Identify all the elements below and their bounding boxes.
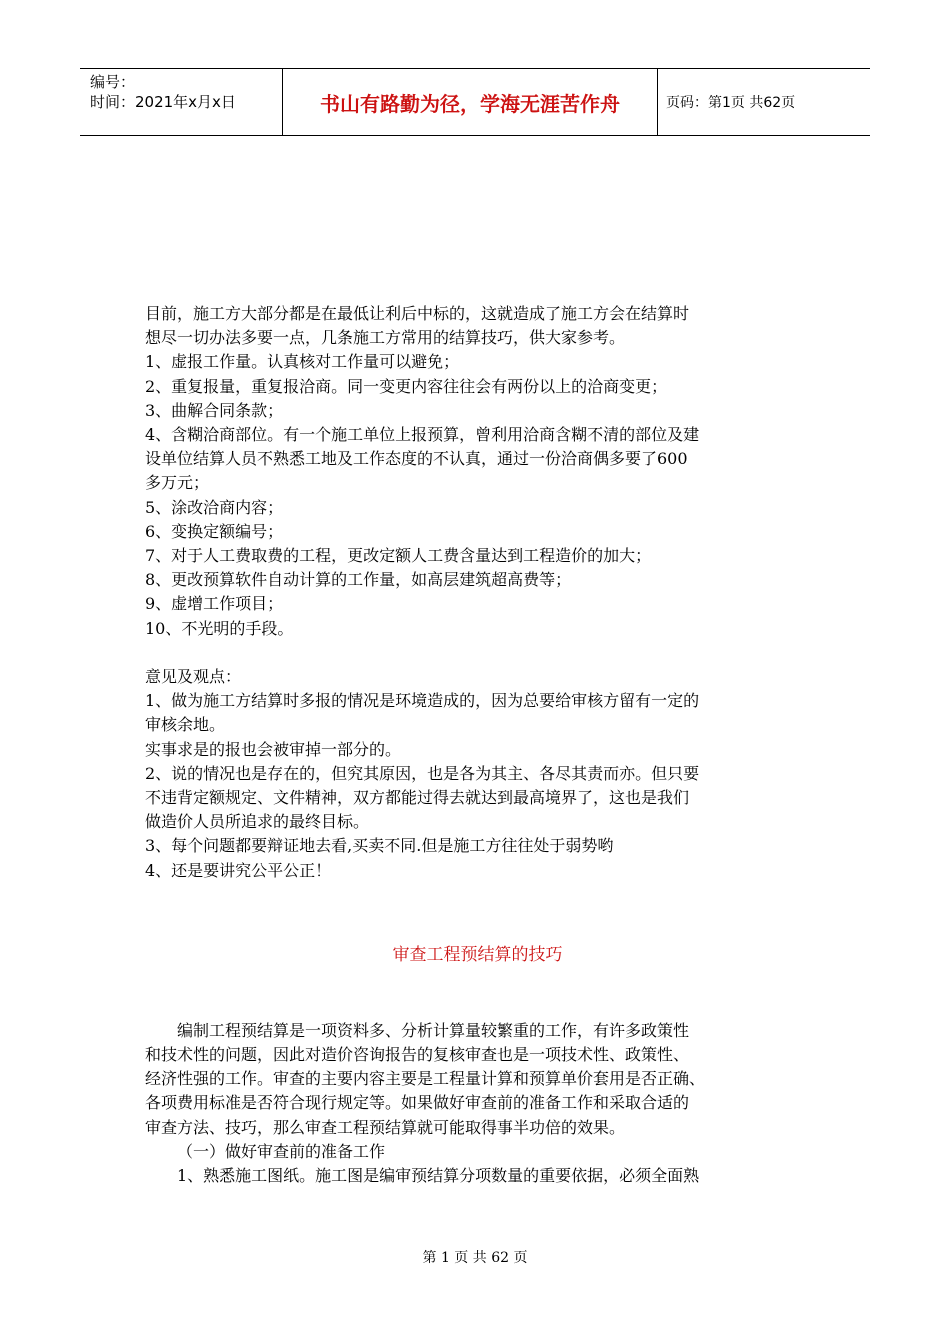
list-item: 5、涂改洽商内容； (145, 497, 284, 517)
list-item: 4、含糊洽商部位。有一个施工单位上报预算，曾利用洽商含糊不清的部位及建 (145, 425, 700, 445)
text-line: 实事求是的报也会被审掉一部分的。 (145, 739, 402, 759)
list-item: 4、还是要讲究公平公正！ (145, 860, 332, 880)
text-line: 审查方法、技巧，那么审查工程预结算就可能取得事半功倍的效果。 (145, 1117, 626, 1137)
page-header (80, 68, 870, 136)
text-line: 审核余地。 (145, 715, 226, 735)
list-item: 1、虚报工作量。认真核对工作量可以避免； (145, 352, 460, 372)
number-label: 编号： (90, 73, 136, 91)
text-line: 1、熟悉施工图纸。施工图是编审预结算分项数量的重要依据，必须全面熟 (177, 1166, 700, 1186)
header-page-info: 页码：第1页 共62页 (666, 95, 796, 111)
intro-section (145, 302, 810, 641)
page-footer: 第 1 页 共 62 页 (422, 1250, 528, 1266)
list-item: 7、对于人工费取费的工程，更改定额人工费含量达到工程造价的加大； (145, 546, 652, 566)
text-line: 各项费用标准是否符合现行规定等。如果做好审查前的准备工作和采取合适的 (145, 1093, 690, 1113)
list-item: 8、更改预算软件自动计算的工作量，如高层建筑超高费等； (145, 570, 572, 590)
time-label: 时间：2021年x月x日 (90, 93, 236, 111)
text-line: 和技术性的问题，因此对造价咨询报告的复核审查也是一项技术性、政策性、 (145, 1045, 690, 1065)
subheading: （一）做好审查前的准备工作 (177, 1141, 386, 1161)
section-title: 审查工程预结算的技巧 (392, 944, 563, 965)
opinion-heading: 意见及观点： (145, 667, 242, 687)
text-line: 经济性强的工作。审查的主要内容主要是工程量计算和预算单价套用是否正确、 (145, 1069, 706, 1089)
list-item: 10、不光明的手段。 (145, 618, 294, 638)
header-motto: 书山有路勤为径，学海无涯苦作舟 (283, 69, 658, 135)
header-meta (80, 69, 283, 135)
body-section (145, 1019, 810, 1188)
text-line: 多万元； (145, 473, 210, 493)
list-item: 6、变换定额编号； (145, 521, 284, 541)
list-item: 3、曲解合同条款； (145, 400, 284, 420)
text-line: 不违背定额规定、文件精神，双方都能过得去就达到最高境界了，这也是我们 (145, 788, 690, 808)
list-item: 2、说的情况也是存在的，但究其原因，也是各为其主、各尽其责而亦。但只要 (145, 763, 700, 783)
list-item: 1、做为施工方结算时多报的情况是环境造成的，因为总要给审核方留有一定的 (145, 691, 700, 711)
text-line: 目前，施工方大部分都是在最低让利后中标的，这就造成了施工方会在结算时 (145, 304, 690, 323)
text-line: 做造价人员所追求的最终目标。 (145, 812, 370, 832)
text-line: 设单位结算人员不熟悉工地及工作态度的不认真，通过一份洽商偶多要了600 (145, 449, 688, 469)
document-body (145, 302, 810, 1188)
text-line: 编制工程预结算是一项资料多、分析计算量较繁重的工作，有许多政策性 (177, 1020, 690, 1040)
list-item: 9、虚增工作项目； (145, 594, 284, 614)
text-line: 想尽一切办法多要一点，几条施工方常用的结算技巧，供大家参考。 (145, 328, 626, 348)
opinion-section (145, 665, 810, 883)
list-item: 3、每个问题都要辩证地去看,买卖不同.但是施工方往往处于弱势哟 (145, 836, 614, 856)
list-item: 2、重复报量，重复报洽商。同一变更内容往往会有两份以上的洽商变更； (145, 376, 668, 396)
